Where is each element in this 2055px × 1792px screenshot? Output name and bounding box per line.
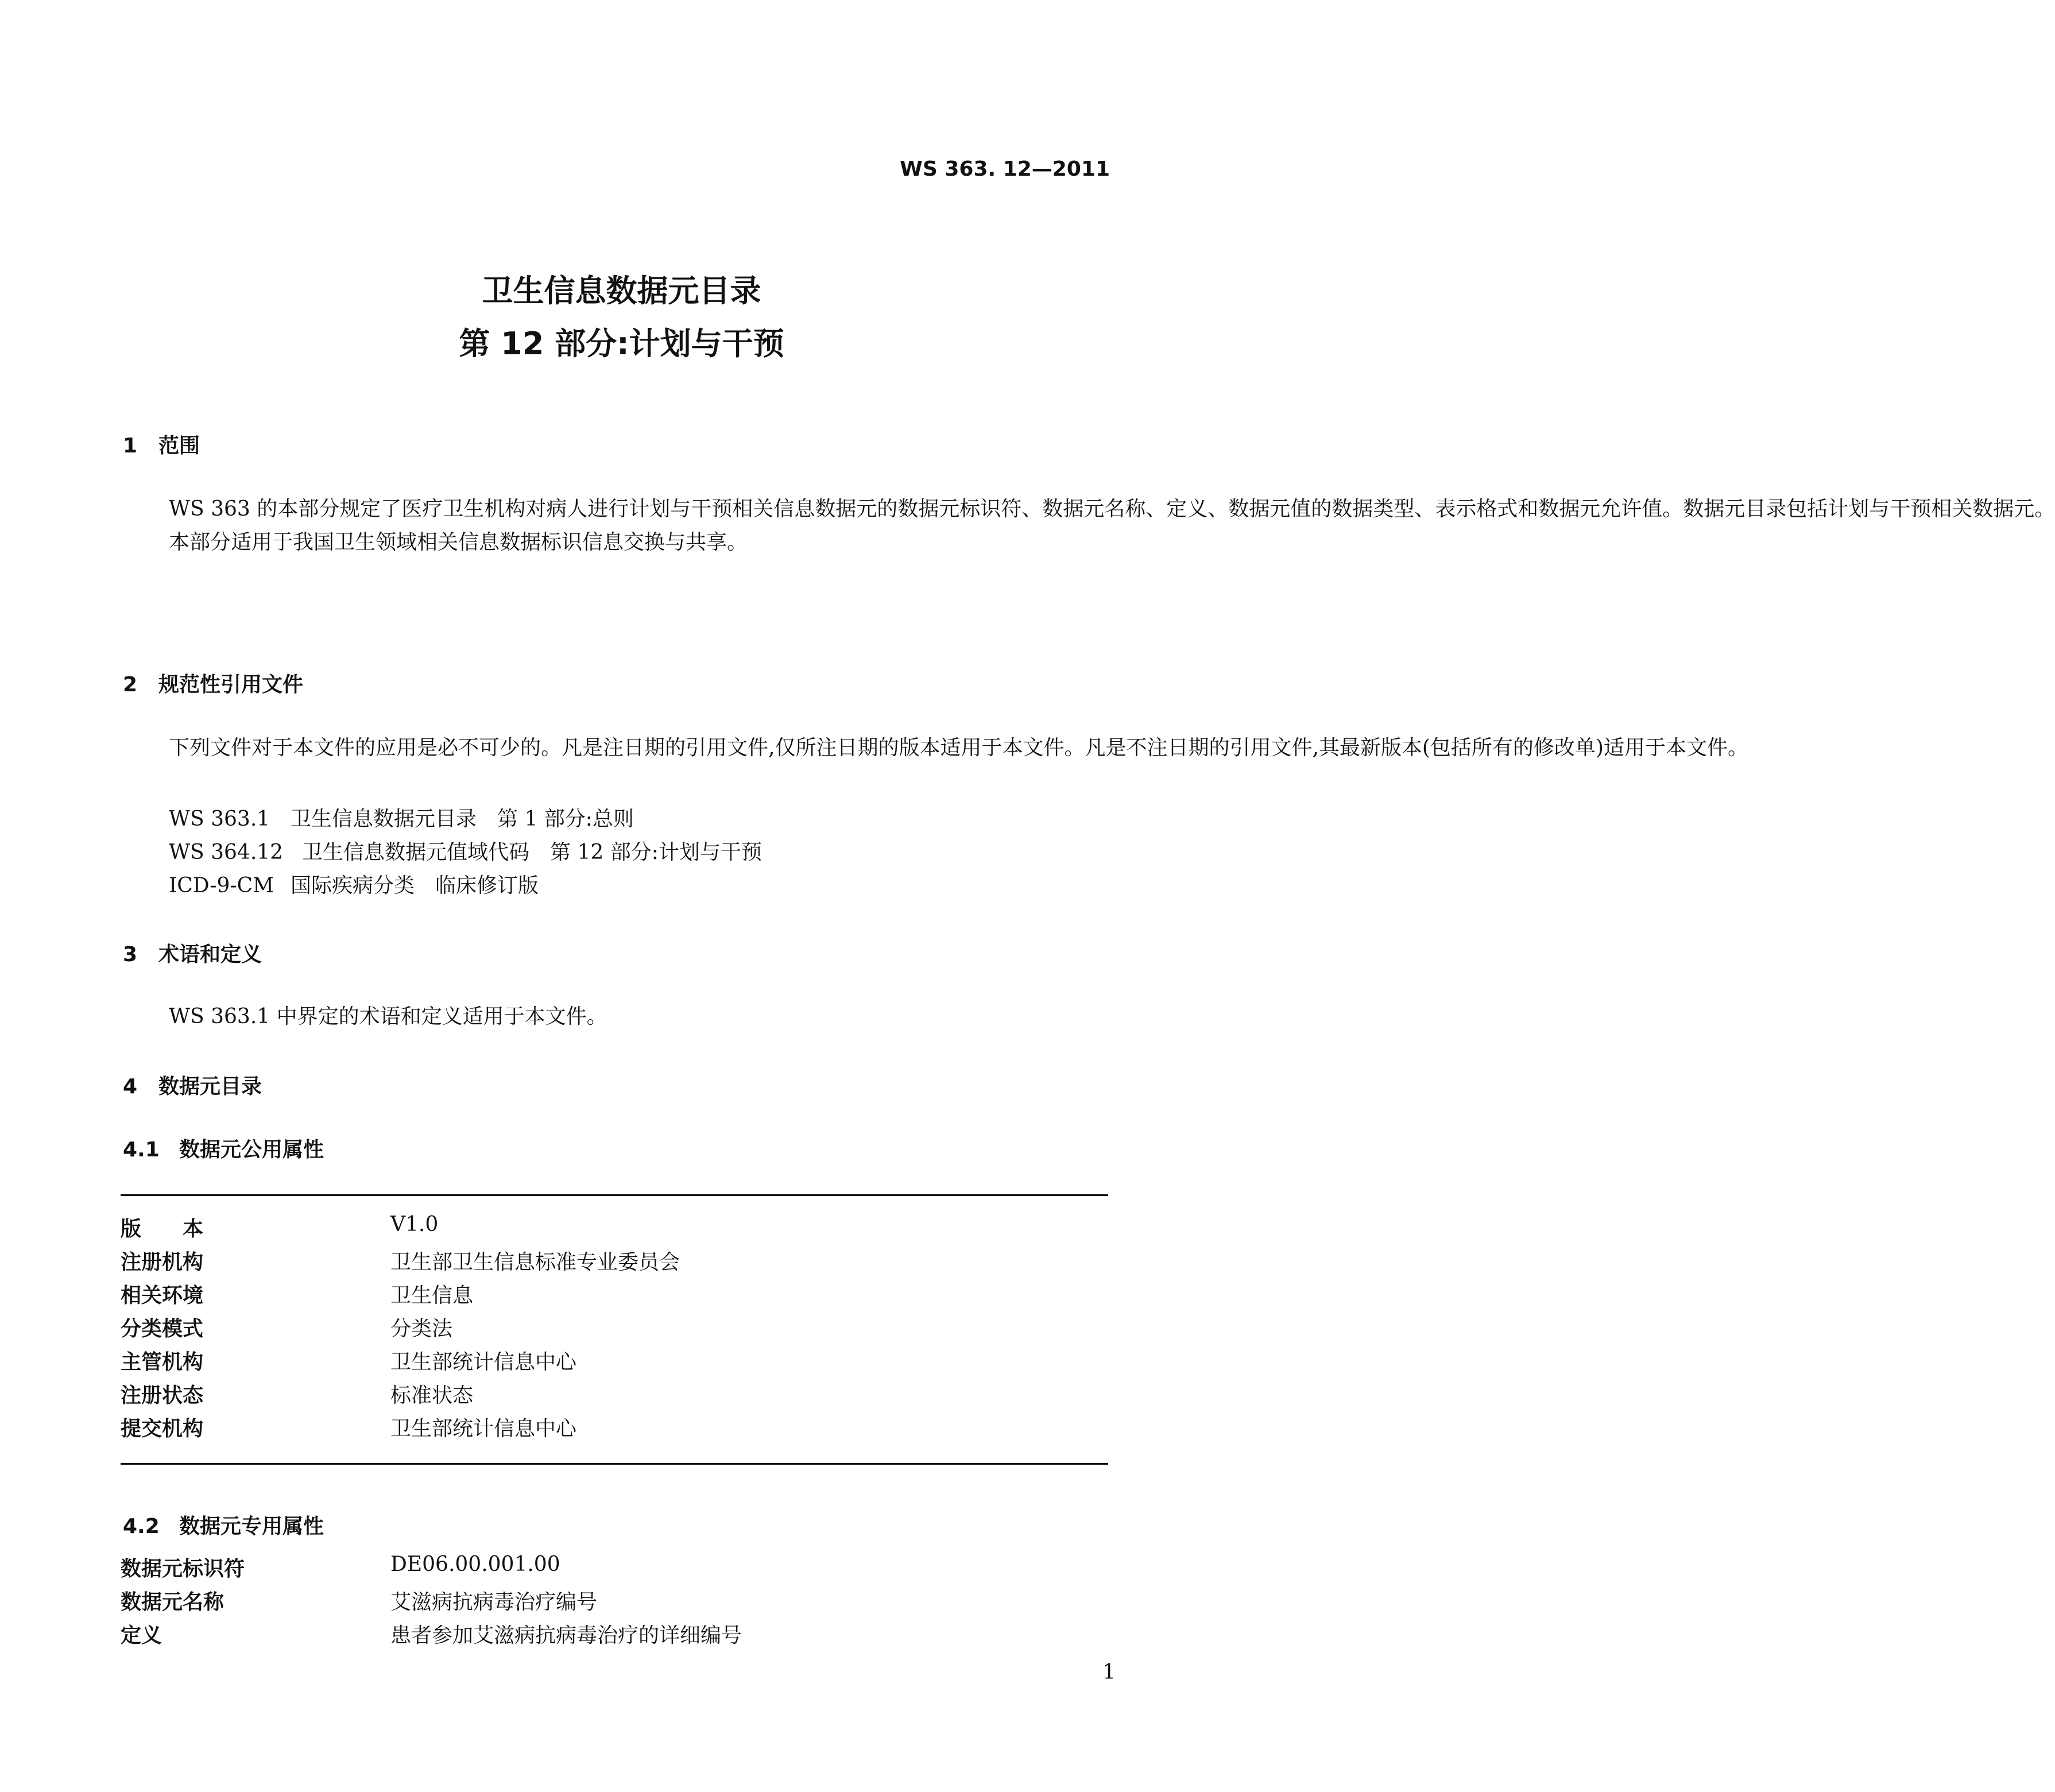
- subsection-heading-common-attributes: [123, 1133, 324, 1163]
- table-bottom-rule: [121, 1463, 1108, 1465]
- attribute-key: 提交机构: [121, 1417, 204, 1441]
- section-number: 1: [123, 434, 138, 458]
- attribute-value: 卫生信息: [390, 1284, 474, 1307]
- table-row: [121, 1313, 1108, 1346]
- table-row: [121, 1346, 1108, 1379]
- scope-text-2: 本部分适用于我国卫生领域相关信息数据标识信息交换与共享。: [169, 531, 748, 554]
- reference-title: 卫生信息数据元目录 第 1 部分:总则: [291, 807, 634, 831]
- table-row: [121, 1246, 1108, 1279]
- document-subtitle: 第 12 部分:计划与干预: [459, 326, 784, 362]
- reference-code: WS 364.12: [169, 841, 284, 864]
- section-number: 2: [123, 673, 138, 696]
- common-attributes-table: [121, 1213, 1108, 1448]
- section-heading-normative-references: [123, 668, 303, 698]
- section-number: 4: [123, 1075, 138, 1098]
- terms-text: WS 363.1 中界定的术语和定义适用于本文件。: [169, 1005, 607, 1028]
- section-title: 数据元公用属性: [179, 1138, 324, 1162]
- attribute-value: 卫生部卫生信息标准专业委员会: [390, 1251, 680, 1274]
- scope-text-1: WS 363 的本部分规定了医疗卫生机构对病人进行计划与干预相关信息数据元的数据元标识符、数据元名称、定义、数据元值的数据类型、表示格式和数据元允许值。数据元目录包括计划与干预相关数据元。: [169, 497, 2055, 521]
- references-text: 下列文件对于本文件的应用是必不可少的。凡是注日期的引用文件,仅所注日期的版本适用于本文件。凡是不注日期的引用文件,其最新版本(包括所有的修改单)适用于本文件。: [169, 736, 1748, 760]
- table-row: [121, 1412, 1108, 1446]
- document-title: 卫生信息数据元目录: [482, 273, 761, 309]
- reference-item: [169, 803, 634, 832]
- table-row: [121, 1619, 1108, 1652]
- section-heading-catalog: [123, 1070, 262, 1100]
- section-title: 规范性引用文件: [158, 673, 304, 696]
- attribute-key: 注册状态: [121, 1384, 204, 1407]
- section-title: 范围: [158, 434, 200, 458]
- section-title: 术语和定义: [158, 943, 262, 966]
- reference-code: ICD-9-CM: [169, 874, 274, 897]
- attribute-key: 分类模式: [121, 1317, 204, 1341]
- attribute-key: 定义: [121, 1624, 162, 1647]
- table-row: [121, 1586, 1108, 1619]
- attribute-value: DE06.00.001.00: [390, 1553, 560, 1576]
- attribute-value: 艾滋病抗病毒治疗编号: [390, 1590, 598, 1614]
- attribute-key: 数据元名称: [121, 1590, 225, 1614]
- attribute-key: 主管机构: [121, 1350, 204, 1374]
- specific-attributes-table: [121, 1553, 1108, 1656]
- attribute-key: 注册机构: [121, 1251, 204, 1274]
- subsection-heading-specific-attributes: [123, 1510, 324, 1539]
- attribute-value: 卫生部统计信息中心: [390, 1417, 577, 1441]
- attribute-value: 分类法: [390, 1317, 453, 1341]
- standard-code: WS 363. 12—2011: [900, 157, 1110, 181]
- attribute-value: 卫生部统计信息中心: [390, 1350, 577, 1374]
- table-row: [121, 1553, 1108, 1586]
- table-top-rule: [121, 1194, 1108, 1196]
- table-row: [121, 1379, 1108, 1412]
- page-number: 1: [1102, 1661, 1116, 1684]
- attribute-value: V1.0: [390, 1213, 439, 1236]
- section-number: 4.2: [123, 1515, 160, 1538]
- reference-item: [169, 836, 762, 865]
- reference-title: 卫生信息数据元值域代码 第 12 部分:计划与干预: [302, 841, 762, 864]
- attribute-key: 数据元标识符: [121, 1557, 245, 1581]
- section-heading-scope: [123, 429, 200, 459]
- section-number: 4.1: [123, 1138, 160, 1162]
- terms-paragraph: [123, 1000, 1116, 1034]
- references-paragraph: [123, 731, 1748, 765]
- scope-paragraph: [123, 493, 2055, 559]
- reference-code: WS 363.1: [169, 807, 270, 831]
- section-number: 3: [123, 943, 138, 966]
- section-title: 数据元目录: [158, 1075, 262, 1098]
- attribute-key: 版 本: [121, 1217, 204, 1241]
- attribute-value: 标准状态: [390, 1384, 474, 1407]
- reference-title: 国际疾病分类 临床修订版: [291, 874, 539, 897]
- attribute-value: 患者参加艾滋病抗病毒治疗的详细编号: [390, 1624, 742, 1647]
- section-title: 数据元专用属性: [179, 1515, 324, 1538]
- section-heading-terms: [123, 938, 262, 967]
- attribute-key: 相关环境: [121, 1284, 204, 1307]
- table-row: [121, 1213, 1108, 1246]
- reference-item: [169, 869, 539, 899]
- table-row: [121, 1279, 1108, 1313]
